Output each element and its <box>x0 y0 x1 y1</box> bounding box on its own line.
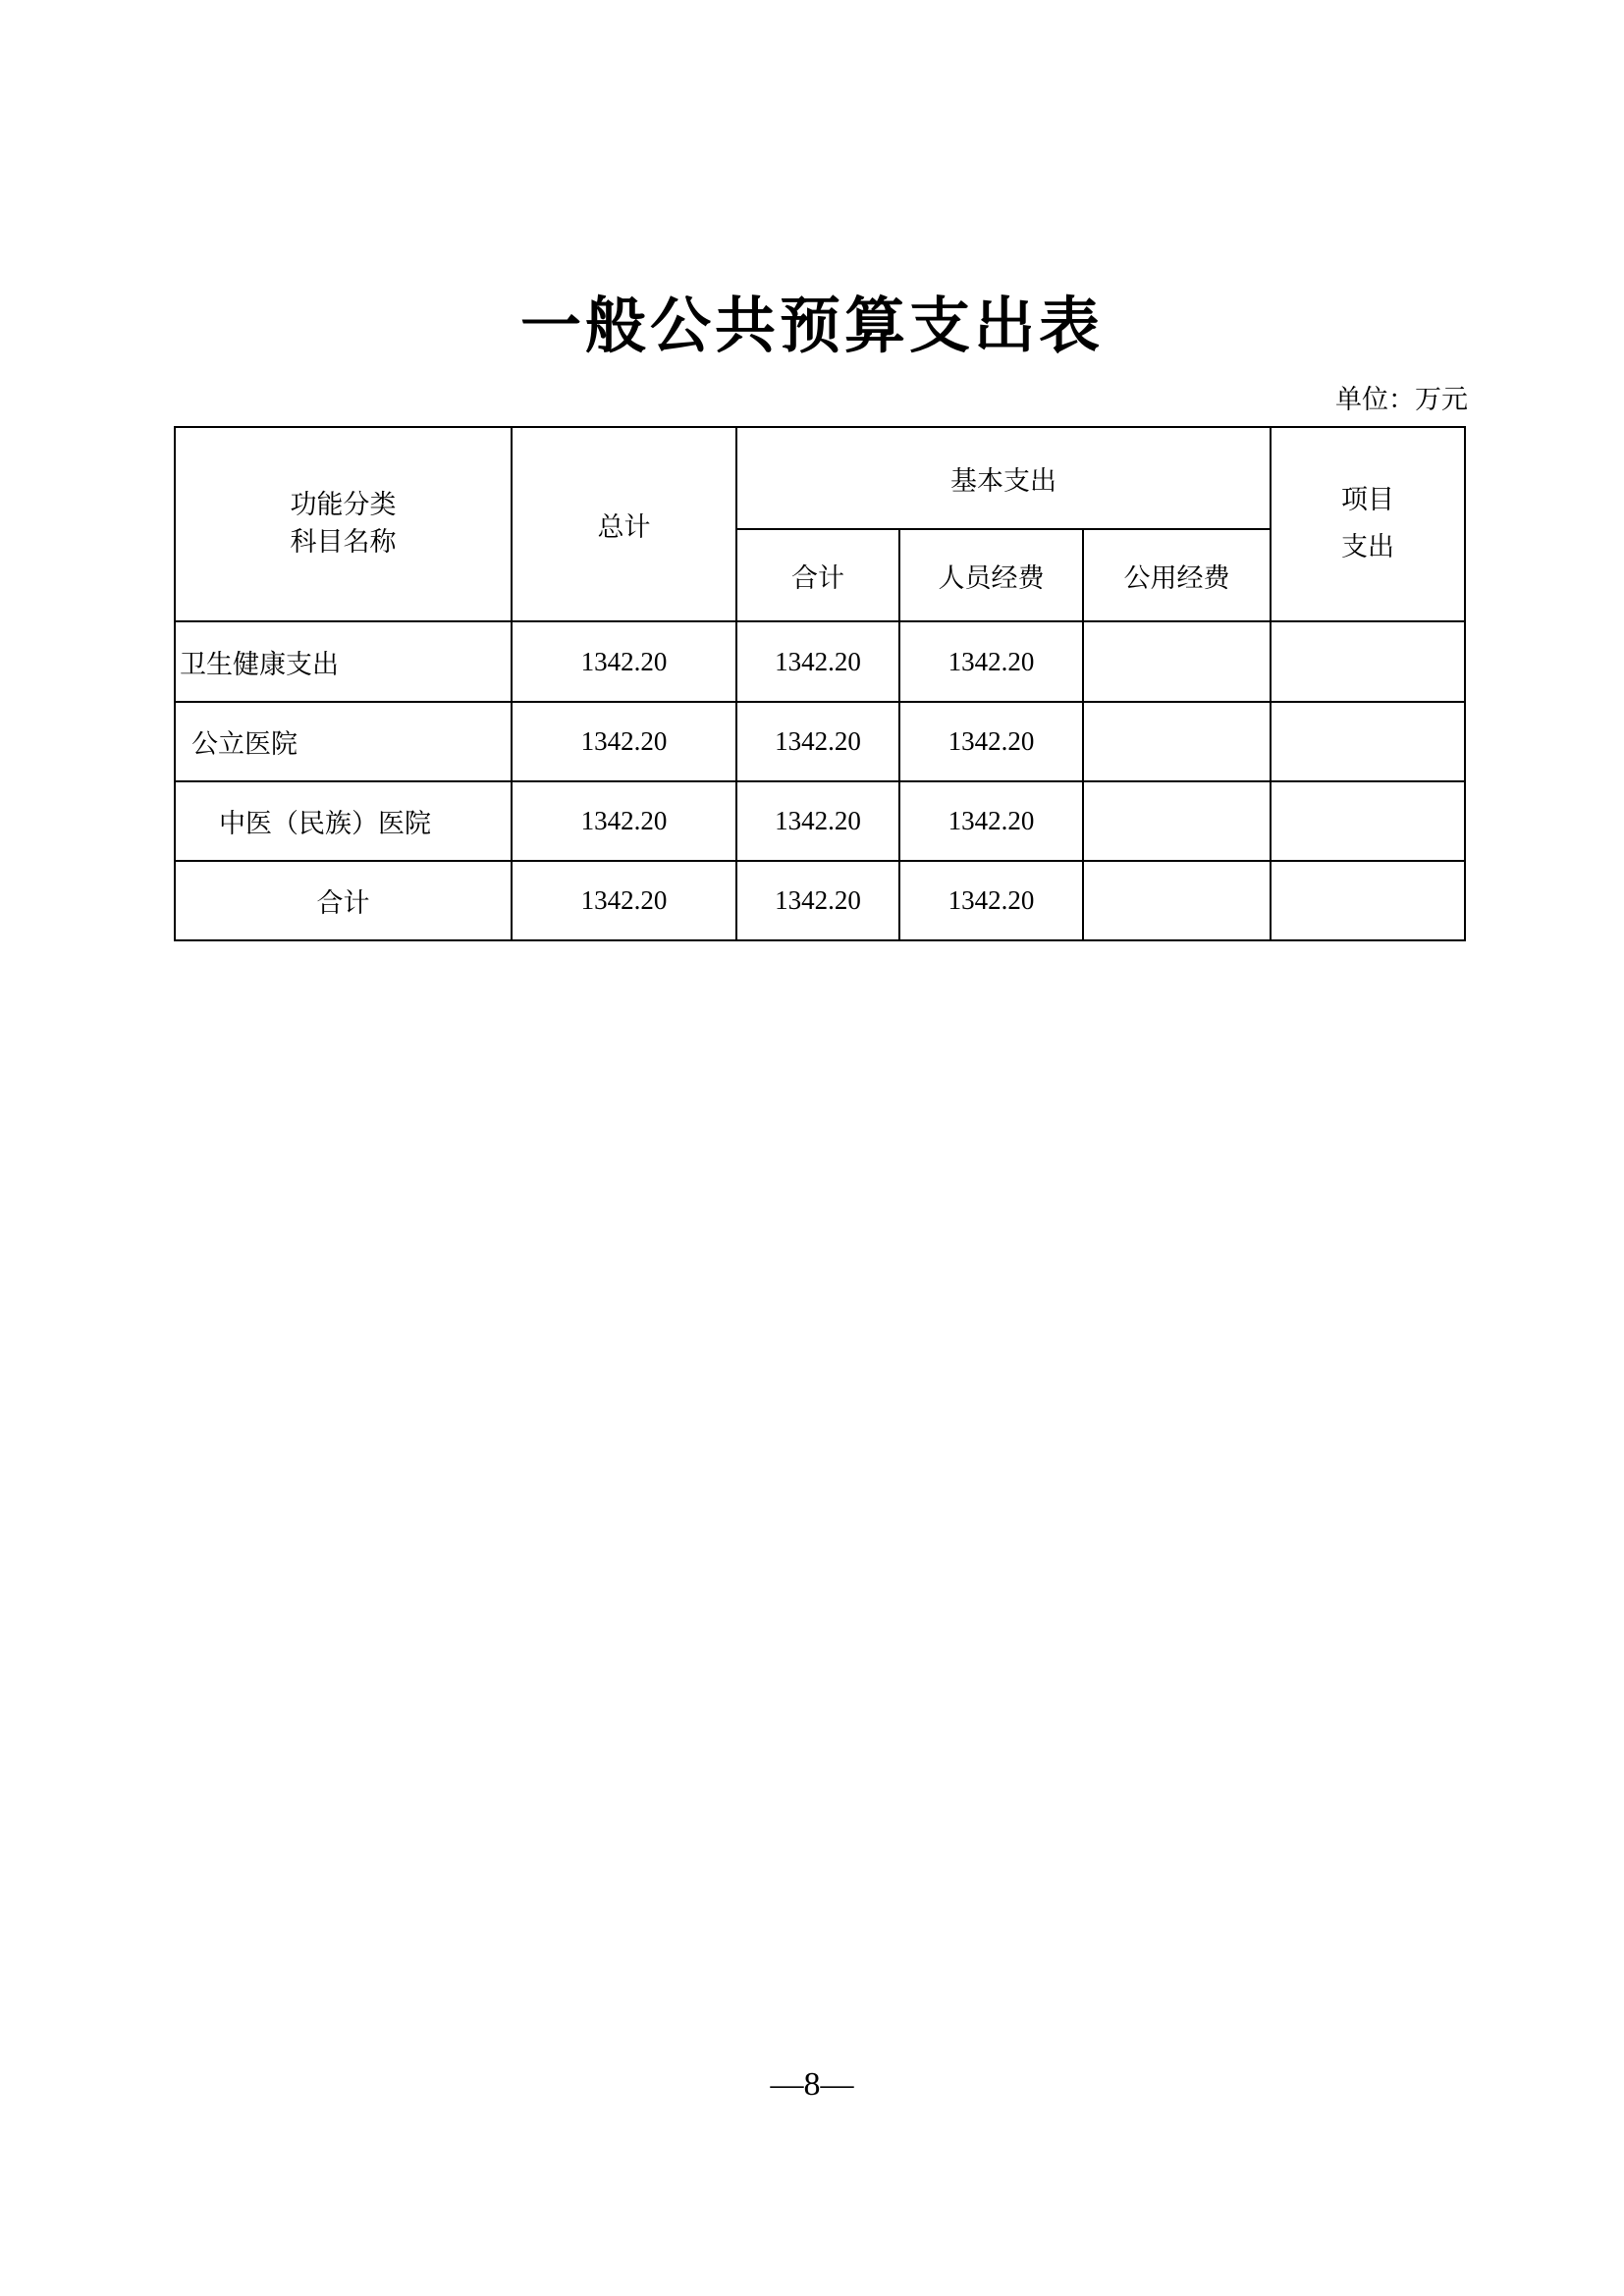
table-row <box>175 781 1465 861</box>
header-project-line1: 项目 <box>1341 485 1395 515</box>
totals-subtotal: 1342.20 <box>736 861 899 940</box>
row-project <box>1271 781 1465 861</box>
page-title: 一般公共预算支出表 <box>519 290 1104 361</box>
row-project <box>1271 702 1465 781</box>
row-public <box>1083 781 1271 861</box>
header-project <box>1271 427 1465 621</box>
row-personnel: 1342.20 <box>899 702 1083 781</box>
budget-table <box>174 426 1466 941</box>
row-total: 1342.20 <box>512 621 736 702</box>
row-subtotal: 1342.20 <box>736 702 899 781</box>
totals-label: 合计 <box>175 861 512 940</box>
totals-total: 1342.20 <box>512 861 736 940</box>
page-number: —8— <box>770 2066 854 2103</box>
totals-project <box>1271 861 1465 940</box>
row-name: 公立医院 <box>175 702 512 781</box>
header-basic-expenditure: 基本支出 <box>736 427 1271 529</box>
row-public <box>1083 621 1271 702</box>
row-total: 1342.20 <box>512 781 736 861</box>
row-name: 卫生健康支出 <box>175 621 512 702</box>
header-personnel: 人员经费 <box>899 529 1083 621</box>
header-row-1 <box>175 427 1465 529</box>
row-total: 1342.20 <box>512 702 736 781</box>
header-category <box>175 427 512 621</box>
unit-label: 单位：万元 <box>1335 385 1468 415</box>
table-row <box>175 702 1465 781</box>
header-total: 总计 <box>512 427 736 621</box>
row-subtotal: 1342.20 <box>736 781 899 861</box>
row-personnel: 1342.20 <box>899 621 1083 702</box>
totals-personnel: 1342.20 <box>899 861 1083 940</box>
row-public <box>1083 702 1271 781</box>
table-row <box>175 621 1465 702</box>
row-personnel: 1342.20 <box>899 781 1083 861</box>
header-public: 公用经费 <box>1083 529 1271 621</box>
row-project <box>1271 621 1465 702</box>
totals-row <box>175 861 1465 940</box>
row-subtotal: 1342.20 <box>736 621 899 702</box>
row-name: 中医（民族）医院 <box>175 781 512 861</box>
totals-public <box>1083 861 1271 940</box>
header-project-line2: 支出 <box>1341 532 1395 562</box>
header-basic-subtotal: 合计 <box>736 529 899 621</box>
header-category-line1: 功能分类 <box>290 490 397 520</box>
header-category-line2: 科目名称 <box>290 527 397 558</box>
